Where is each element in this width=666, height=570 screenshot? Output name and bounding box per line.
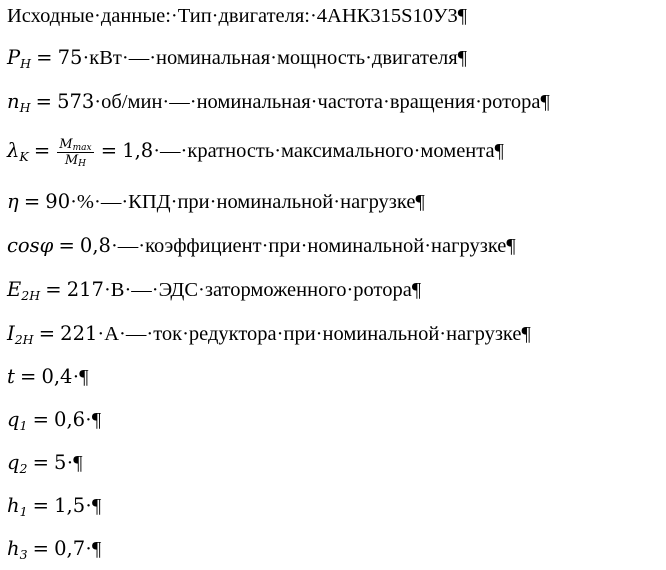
unit: ·% [70,191,95,213]
value: 5 [54,451,67,474]
symbol-subscript: H [19,100,31,115]
paragraph-mark: ·¶ [72,366,89,388]
relation: = [35,90,52,113]
symbol: λ [7,139,20,163]
dash: ·—· [153,140,188,163]
value: 221 [60,322,98,345]
symbol-subscript: 2 [19,461,28,476]
relation: = [58,234,75,257]
symbol: h [7,494,20,517]
unit: ·кВт [82,47,122,69]
unit: ·А [97,323,120,345]
relation: = [32,537,49,560]
param-t [7,364,89,390]
value: 1,8 [122,139,154,163]
relation: = [23,190,41,213]
description: кратность·максимального·момента¶ [187,140,504,163]
symbol: q [7,408,20,431]
param-lambda-k [7,137,504,168]
param-q2 [7,450,83,476]
relation: = [38,322,56,345]
value: 573 [57,90,95,113]
relation: = [45,278,62,301]
dash: ·—· [124,279,159,301]
fraction-numerator: $M_{max}$ [59,137,92,153]
symbol: q [7,451,20,474]
document-heading: Исходные·данные:·Тип·двигателя:·4АНК315S10У3¶ [7,5,468,27]
param-i2h [7,321,531,347]
symbol-subscript: K [19,149,29,165]
param-n-nominal [7,89,550,115]
param-h1 [7,493,101,519]
symbol: n [7,90,20,113]
dash: ·—· [162,91,197,113]
relation: = [32,408,49,431]
description: номинальная·мощность·двигателя¶ [156,47,467,69]
description: коэффициент·при·номинальной·нагрузке¶ [145,235,516,257]
symbol-subscript: H [20,56,32,71]
description: КПД·при·номинальной·нагрузке¶ [128,191,425,213]
relation: = [19,365,37,388]
dash: ·—· [121,47,157,69]
symbol: t [7,365,15,388]
paragraph-mark: ·¶ [85,538,102,560]
value: 75 [57,46,83,69]
param-h3 [7,536,101,562]
value: 0,8 [79,234,111,257]
relation: = [32,494,49,517]
value: 217 [66,278,104,301]
description: ток·редуктора·при·номинальной·нагрузке¶ [153,323,531,345]
symbol: E [7,278,22,301]
dash: ·—· [119,323,154,345]
symbol-subscript: 2H [14,332,34,347]
dash: ·—· [110,235,146,257]
value: 0,6 [54,408,86,431]
description: ЭДС·заторможенного·ротора¶ [158,279,422,301]
symbol: cosφ [7,234,54,257]
relation: = [32,451,49,474]
value: 1,5 [54,494,86,517]
paragraph-mark: ·¶ [85,495,102,517]
paragraph-mark: ·¶ [66,452,83,474]
param-eta [7,189,425,215]
value: 0,7 [54,537,86,560]
symbol: h [7,537,20,560]
symbol: η [7,190,19,213]
paragraph-mark: ·¶ [85,409,102,431]
relation: = [33,139,51,163]
relation: = [100,139,118,163]
value: 0,4 [41,365,73,388]
symbol-subscript: 1 [19,504,28,519]
dash: ·—· [94,191,129,213]
unit: ·В [103,279,125,301]
symbol: I [7,322,15,345]
fraction-denominator: $M_H$ [64,153,87,169]
symbol-subscript: 3 [19,547,28,562]
fraction [57,137,93,168]
symbol-subscript: 1 [19,418,28,433]
param-e2h [7,277,421,303]
symbol-subscript: 2H [21,288,41,303]
relation: = [36,46,53,69]
param-q1 [7,407,101,433]
param-cosphi [7,233,516,259]
param-p-nominal [7,45,467,71]
description: номинальная·частота·вращения·ротора¶ [196,91,550,113]
symbol: P [7,46,21,69]
value: 90 [45,190,71,213]
unit: ·об/мин [94,91,163,113]
